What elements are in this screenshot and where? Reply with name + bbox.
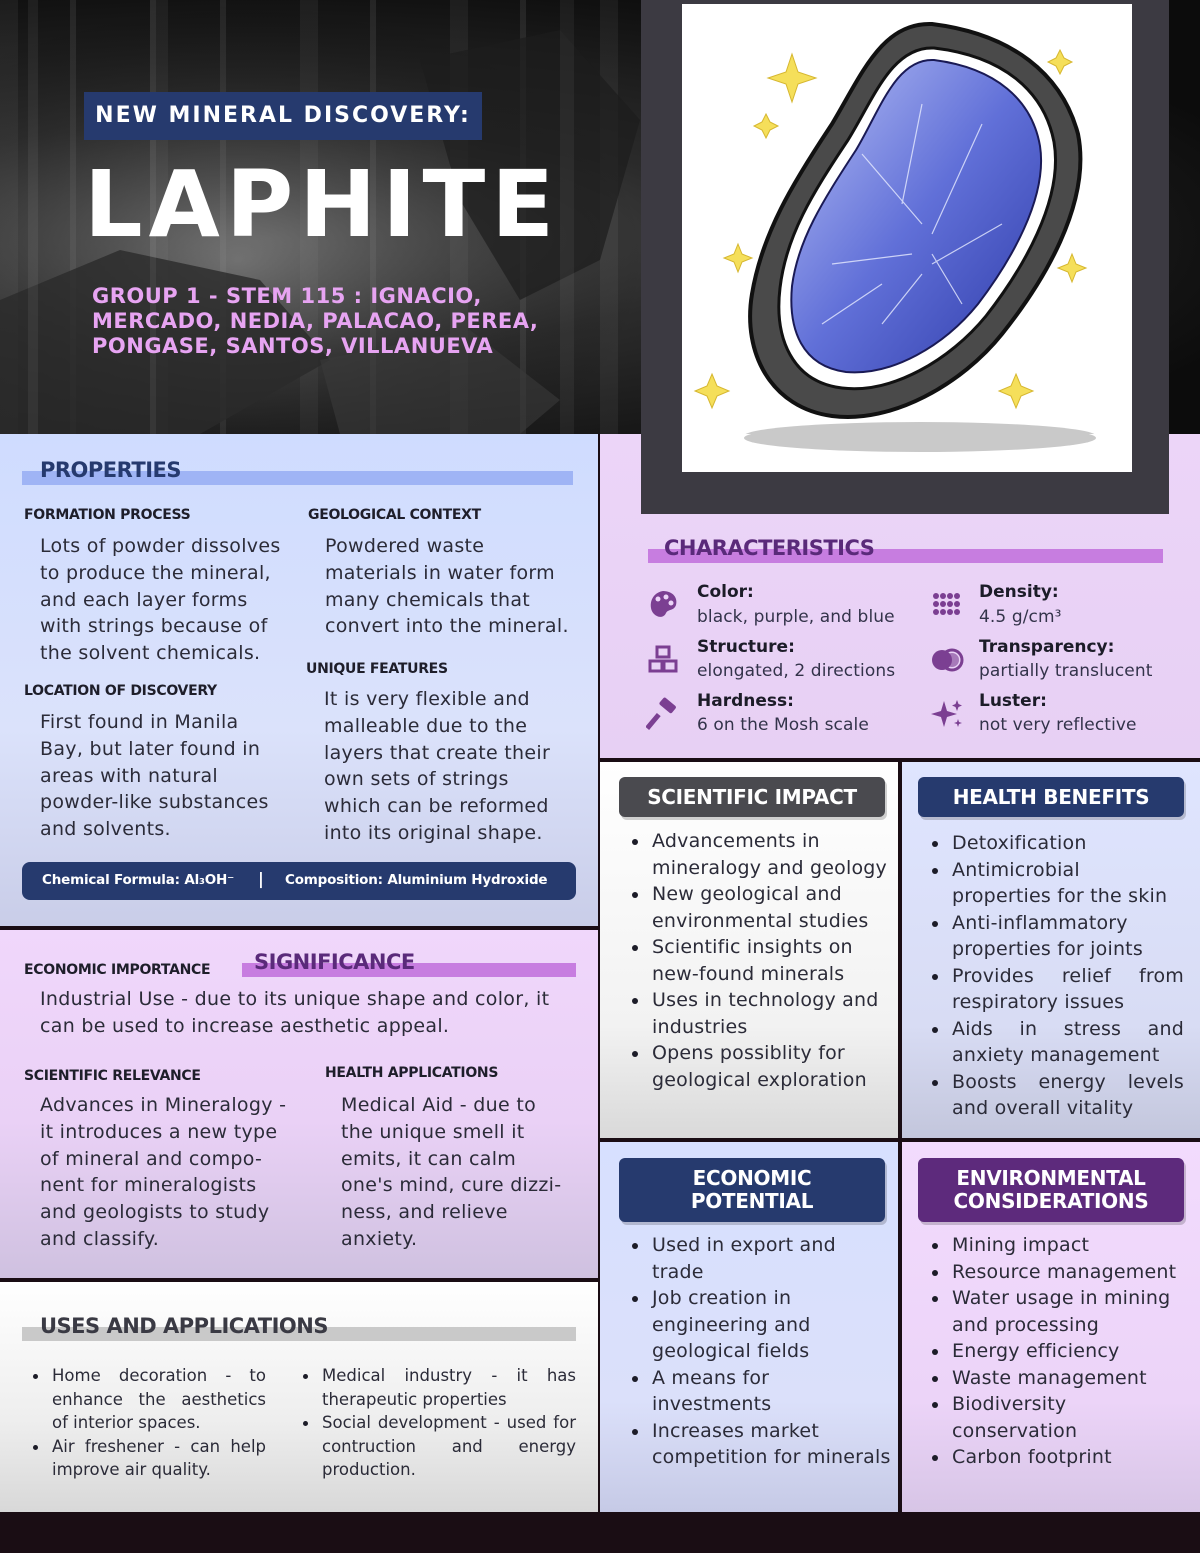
uses-list-right [300,1364,576,1482]
text-line: the solvent chemicals. [40,642,261,665]
text-line: and solvents. [40,818,171,841]
text-line: to produce the mineral, [40,561,271,584]
uses-list-left [30,1364,266,1482]
text-line: which can be reformed [324,795,549,818]
text-line: and each layer forms [40,588,248,611]
formation-text [40,533,300,667]
significance-title: SIGNIFICANCE [254,950,415,974]
geological-text [325,533,587,640]
list-item: Provides relief from respiratory issues [930,963,1184,1016]
list-item: Carbon footprint [930,1444,1188,1471]
text-line: Industrial Use - due to its unique shape and color, it [40,988,550,1010]
location-text [40,709,300,843]
transparency-value: partially translucent [979,661,1153,681]
text-line: Bay, but later found in [40,737,261,760]
mineral-shadow [682,420,1132,472]
scientific-impact-list [630,828,892,1093]
authors-line-3: PONGASE, SANTOS, VILLANUEVA [92,334,494,358]
text-line: areas with natural [40,764,218,787]
composition: Composition: Aluminium Hydroxide [285,872,548,888]
text-line: one's mind, cure dizzi- [341,1174,562,1197]
text-line: powder-like substances [40,791,269,814]
authors-line-2: MERCADO, NEDIA, PALACAO, PEREA, [92,309,539,333]
text-line: Lots of powder dissolves [40,535,281,557]
title-line: CONSIDERATIONS [953,1189,1149,1213]
luster-label: Luster: [979,691,1047,711]
text-line: the unique smell it [341,1120,525,1143]
scientific-relevance-text [40,1092,310,1253]
economic-importance-text [40,986,590,1040]
text-line: First found in Manila [40,711,239,733]
text-line: Advances in Mineralogy - [40,1094,287,1116]
text-line: Powdered waste [325,535,485,557]
list-item: Mining impact [930,1232,1188,1259]
hammer-icon [646,697,680,731]
list-item: Aids in stress and anxiety management [930,1016,1184,1069]
list-item: Detoxification [930,830,1184,857]
list-item: Anti-inflammatory properties for joints [930,910,1184,963]
geological-heading: GEOLOGICAL CONTEXT [308,507,481,523]
formation-heading: FORMATION PROCESS [24,507,191,523]
text-line: and classify. [40,1227,160,1250]
location-heading: LOCATION OF DISCOVERY [24,683,217,699]
text-line: many chemicals that [325,588,531,611]
text-line: can be used to increase aesthetic appeal. [40,1014,450,1037]
text-line: it introduces a new type [40,1120,278,1143]
color-label: Color: [697,582,754,602]
mineral-illustration [682,4,1132,472]
text-line: convert into the mineral. [325,615,569,638]
formula-separator: | [258,869,264,888]
text-line: and geologists to study [40,1201,270,1224]
color-value: black, purple, and blue [697,607,895,627]
economic-potential-title [619,1158,885,1222]
transparency-label: Transparency: [979,637,1115,657]
list-item: Opens possiblity for geological exploration [630,1040,892,1093]
list-item: Advancements in mineralogy and geology [630,828,892,881]
unique-text [324,686,586,847]
list-item: Home decoration - to enhance the aesthetics of interior spaces. [30,1364,266,1435]
text-line: own sets of strings [324,768,509,791]
cubes-icon [646,643,680,677]
list-item: Job creation in engineering and geological fields [630,1285,892,1365]
authors-line-1: GROUP 1 - STEM 115 : IGNACIO, [92,284,482,308]
list-item: Increases market competition for minerals [630,1418,892,1471]
list-item: Used in export and trade [630,1232,892,1285]
list-item: Social development - used for contruction and energy production. [300,1411,576,1482]
health-applications-heading: HEALTH APPLICATIONS [325,1065,499,1081]
list-item: Medical industry - it has therapeutic properties [300,1364,576,1411]
hardness-value: 6 on the Mosh scale [697,715,869,735]
list-item: Uses in technology and industries [630,987,892,1040]
text-line: into its original shape. [324,821,543,844]
text-line: with strings because of [40,615,268,638]
palette-icon [646,587,680,621]
dots-grid-icon [930,587,964,621]
properties-title: PROPERTIES [40,458,181,482]
scientific-impact-title: SCIENTIFIC IMPACT [619,777,885,817]
list-item: Biodiversity conservation [930,1391,1188,1444]
list-item: Waste management [930,1365,1188,1392]
text-line: of mineral and compo- [40,1147,263,1170]
list-item: Antimicrobial properties for the skin [930,857,1184,910]
economic-potential-list [630,1232,892,1471]
page-title: LAPHITE [84,151,561,258]
luster-value: not very reflective [979,715,1137,735]
title-line: POTENTIAL [690,1189,814,1213]
list-item: Energy efficiency [930,1338,1188,1365]
footer-bar [0,1514,1200,1553]
list-item: A means for investments [630,1365,892,1418]
economic-importance-heading: ECONOMIC IMPORTANCE [24,962,211,978]
title-line: ENVIRONMENTAL [956,1166,1146,1190]
environmental-title [918,1158,1184,1222]
authors [92,284,632,359]
health-benefits-list [930,830,1184,1122]
environmental-list [930,1232,1188,1471]
health-benefits-title: HEALTH BENEFITS [918,777,1184,817]
density-label: Density: [979,582,1059,602]
density-value: 4.5 g/cm³ [979,607,1062,627]
uses-title: USES AND APPLICATIONS [40,1314,328,1338]
characteristics-title: CHARACTERISTICS [664,536,875,560]
text-line: Medical Aid - due to [341,1094,537,1116]
list-item: Water usage in mining and processing [930,1285,1188,1338]
list-item: Boosts energy levels and overall vitality [930,1069,1184,1122]
list-item: Air freshener - can help improve air quality. [30,1435,266,1482]
scientific-relevance-heading: SCIENTIFIC RELEVANCE [24,1068,201,1084]
list-item: Scientific insights on new-found minerals [630,934,892,987]
chemical-formula: Chemical Formula: Al₃OH⁻ [42,872,235,888]
unique-heading: UNIQUE FEATURES [306,661,448,677]
text-line: It is very flexible and [324,688,530,710]
text-line: anxiety. [341,1227,418,1250]
text-line: layers that create their [324,741,551,764]
text-line: materials in water form [325,561,555,584]
kicker-label: NEW MINERAL DISCOVERY: [95,103,471,128]
list-item: New geological and environmental studies [630,881,892,934]
sparkle-icon [930,697,964,731]
circles-icon [930,643,964,677]
health-applications-text [341,1092,591,1253]
text-line: ness, and relieve [341,1201,508,1224]
title-line: ECONOMIC [692,1166,812,1190]
list-item: Resource management [930,1259,1188,1286]
hardness-label: Hardness: [697,691,794,711]
text-line: nent for mineralogists [40,1174,257,1197]
text-line: malleable due to the [324,714,528,737]
structure-value: elongated, 2 directions [697,661,896,681]
structure-label: Structure: [697,637,795,657]
text-line: emits, it can calm [341,1147,517,1170]
